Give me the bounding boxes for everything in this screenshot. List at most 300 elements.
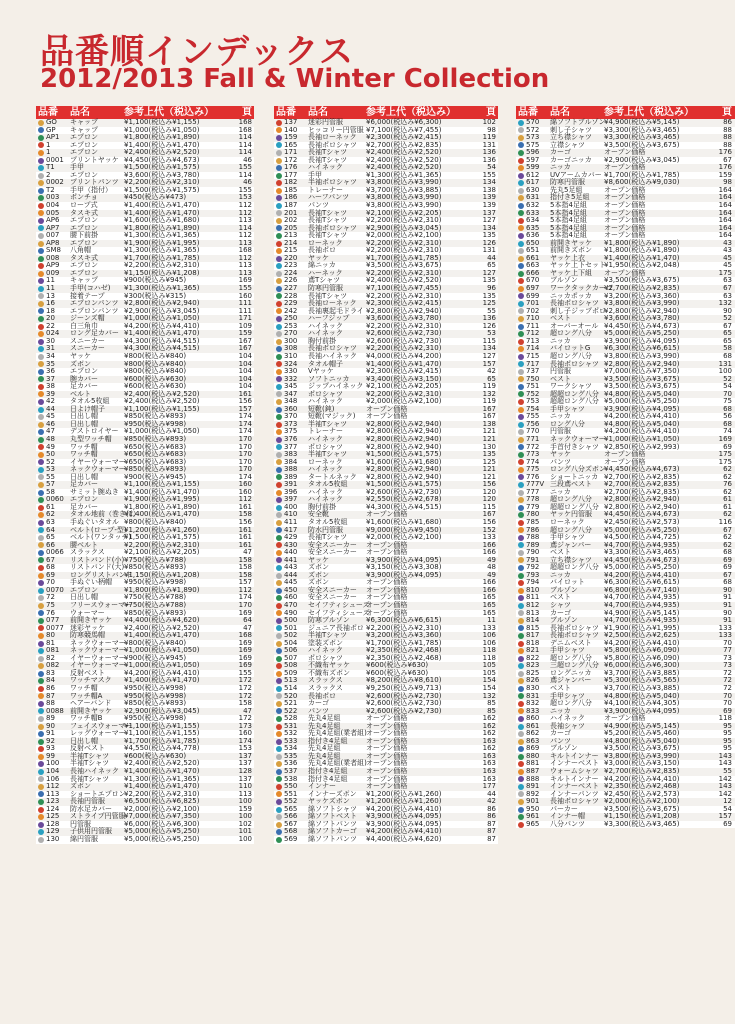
color-dot-icon <box>38 776 44 782</box>
price: ¥2,200(税込み¥2,310) <box>366 321 442 330</box>
item-name: レッグウォーマー <box>70 729 126 738</box>
color-dot-icon <box>276 180 282 186</box>
page-number: 62 <box>723 472 732 481</box>
part-number-text: 881 <box>526 759 540 768</box>
part-number-text: 772 <box>526 442 540 451</box>
item-name: スラックス <box>308 684 343 693</box>
item-name: インナー <box>308 782 336 791</box>
page-number: 155 <box>238 185 252 194</box>
price: ¥1,000(税込み¥1,050) <box>124 427 200 436</box>
price: ¥750(税込み¥788) <box>124 555 187 564</box>
part-number <box>36 836 70 844</box>
part-number-text: 965 <box>526 819 540 828</box>
color-dot-icon <box>38 459 44 465</box>
color-dot-icon <box>276 150 282 156</box>
item-name: スニーカー <box>70 336 105 345</box>
page-number: 157 <box>718 812 732 821</box>
item-name: 指付き4足組 <box>308 767 348 776</box>
price: ¥3,500(税込み¥3,675) <box>604 744 680 753</box>
item-name: 長袖Tシャツ <box>308 155 348 164</box>
color-dot-icon <box>518 225 524 231</box>
price: オープン価格 <box>366 767 408 776</box>
color-dot-icon <box>518 173 524 179</box>
item-name: 円管服 <box>550 427 571 436</box>
color-dot-icon <box>276 588 282 594</box>
price: オープン価格 <box>366 578 408 587</box>
color-dot-icon <box>276 301 282 307</box>
item-name: 腰下前掛 <box>70 231 98 240</box>
item-name: ブルゾン <box>550 616 578 625</box>
item-name: ヒッコリー円管服 <box>308 125 364 134</box>
item-name: ウォーマー <box>70 608 105 617</box>
color-dot-icon <box>38 263 44 269</box>
color-dot-icon <box>518 739 524 745</box>
item-name: エプロンパンツ <box>70 306 119 315</box>
part-number-text: 756 <box>526 419 540 428</box>
page-number: 169 <box>238 646 252 655</box>
part-number-text: 129 <box>46 827 60 836</box>
color-dot-icon <box>38 422 44 428</box>
item-name: 超超ロング八分 <box>550 502 599 511</box>
item-name: ネックウォーマー <box>550 434 606 443</box>
part-number-text: 810 <box>526 585 540 594</box>
price: ¥2,800(税込み¥2,940) <box>604 359 680 368</box>
part-number-text: 901 <box>526 797 540 806</box>
item-name: デストロイヤー <box>70 427 119 436</box>
page-number: 65 <box>487 261 496 270</box>
part-number-text: 201 <box>284 208 298 217</box>
part-number-text: 551 <box>284 789 298 798</box>
color-dot-icon <box>518 241 524 247</box>
part-number-text: 80 <box>46 631 55 640</box>
price: ¥2,200(税込み¥2,310) <box>124 178 200 187</box>
page-number: 172 <box>238 691 252 700</box>
price: オープン価格 <box>604 268 646 277</box>
part-number-text: 568 <box>284 827 298 836</box>
part-number-text: 869 <box>526 744 540 753</box>
color-dot-icon <box>518 633 524 639</box>
color-dot-icon <box>518 414 524 420</box>
part-number-text: 140 <box>284 125 298 134</box>
color-dot-icon <box>518 271 524 277</box>
item-name: ポロシャツ <box>308 442 343 451</box>
item-name: エプロン <box>70 367 98 376</box>
item-name: 短靴(鈍) <box>308 404 335 413</box>
color-dot-icon <box>38 686 44 692</box>
price: ¥6,300(税込み¥6,615) <box>604 344 680 353</box>
price: ¥2,400(税込み¥2,520) <box>366 148 442 157</box>
item-name: イヤーウォーマー <box>70 457 126 466</box>
page-title: 品番順インデックス <box>40 32 354 72</box>
part-number-text: 024 <box>46 329 60 338</box>
price: ¥1,200(税込み¥1,260) <box>366 789 442 798</box>
item-name: カーゴ <box>550 148 571 157</box>
item-name: 長袖ローネック <box>308 133 357 142</box>
price: ¥5,000(税込み¥5,250) <box>124 827 200 836</box>
price: ¥6,800(税込み¥7,140) <box>604 585 680 594</box>
price: ¥800(税込み¥840) <box>124 359 187 368</box>
page-number: 111 <box>238 299 252 308</box>
part-number-text: 330 <box>284 367 298 376</box>
color-dot-icon <box>518 203 524 209</box>
price: ¥3,000(税込み¥3,150) <box>604 759 680 768</box>
page-number: 105 <box>482 668 496 677</box>
part-number-text: 13 <box>46 291 55 300</box>
item-name: ヤッケ <box>308 555 329 564</box>
page-number: 87 <box>487 827 496 836</box>
item-name: 足カバー <box>70 382 98 391</box>
color-dot-icon <box>276 407 282 413</box>
color-dot-icon <box>518 807 524 813</box>
part-number-text: 777 <box>526 487 540 496</box>
page-number: 45 <box>723 261 732 270</box>
color-dot-icon <box>276 678 282 684</box>
page-number: 77 <box>723 646 732 655</box>
item-name: ニッカ <box>550 570 571 579</box>
item-name: ヤッケ <box>308 253 329 262</box>
part-number-text: 360 <box>284 404 298 413</box>
item-name: 超ロング八分 <box>550 351 592 360</box>
color-dot-icon <box>276 739 282 745</box>
price: ¥6,000(税込み¥6,300) <box>124 819 200 828</box>
part-number-text: 377 <box>284 442 298 451</box>
color-dot-icon <box>518 150 524 156</box>
part-number-text: 137 <box>284 118 298 126</box>
item-name: タオル帽子 <box>308 359 343 368</box>
page-number: 47 <box>243 623 252 632</box>
part-number-text: 125 <box>46 812 60 821</box>
page-number: 65 <box>723 329 732 338</box>
part-number-text: 389 <box>284 472 298 481</box>
color-dot-icon <box>518 120 524 126</box>
item-name: 半袖ポロシャツ <box>308 178 357 187</box>
item-name: スラックス <box>308 676 343 685</box>
part-number-text: 44 <box>46 404 55 413</box>
price: ¥2,000(税込み¥2,100) <box>366 397 442 406</box>
price: ¥2,850(税込み¥2,993) <box>604 442 680 451</box>
page-number: 118 <box>482 653 496 662</box>
part-number-text: 310 <box>284 351 298 360</box>
price: ¥4,900(税込み¥5,145) <box>604 608 680 617</box>
page-number: 163 <box>482 751 496 760</box>
item-name: 手甲 <box>70 163 84 172</box>
color-dot-icon <box>276 641 282 647</box>
page-number: 68 <box>723 351 732 360</box>
page-number: 48 <box>487 563 496 572</box>
item-name: ローネック <box>308 238 343 247</box>
price: ¥4,200(税込み¥4,410) <box>604 774 680 783</box>
price: ¥4,900(税込み¥5,145) <box>604 118 680 126</box>
part-number-text: 0002 <box>46 178 64 187</box>
color-dot-icon <box>38 361 44 367</box>
item-name: 5本指4足組 <box>550 223 587 232</box>
item-name: ハイネック <box>308 495 343 504</box>
item-name: 手甲シャツ <box>550 691 585 700</box>
page-number: 156 <box>238 517 252 526</box>
part-number-text: 187 <box>284 201 298 210</box>
color-dot-icon <box>276 474 282 480</box>
item-name: 長袖ポロシャツ <box>550 359 599 368</box>
table-row <box>274 836 498 844</box>
color-dot-icon <box>518 663 524 669</box>
page-number: 87 <box>487 834 496 843</box>
page-number: 155 <box>482 170 496 179</box>
price: オープン価格 <box>604 193 646 202</box>
page-number: 85 <box>487 706 496 715</box>
price: ¥2,300(税込み¥2,415) <box>366 133 442 142</box>
color-dot-icon <box>38 376 44 382</box>
item-name: 鳶ジャンパー <box>550 540 592 549</box>
item-name: 綿ニッカ <box>308 261 336 270</box>
page-number: 161 <box>238 389 252 398</box>
part-number-text: 791 <box>526 555 540 564</box>
page-number: 53 <box>487 329 496 338</box>
part-number-text: 214 <box>284 238 298 247</box>
part-number-text: 92 <box>46 736 55 745</box>
color-dot-icon <box>38 641 44 647</box>
price: ¥1,700(税込み¥1,785) <box>124 736 200 745</box>
page-number: 161 <box>238 540 252 549</box>
header-item-name: 品名 <box>70 107 90 118</box>
part-number-text: 008 <box>46 253 60 262</box>
item-name: ブルゾン <box>550 585 578 594</box>
item-name: タオル5枚組 <box>308 517 348 526</box>
color-dot-icon <box>518 580 524 586</box>
page-number: 74 <box>723 427 732 436</box>
item-name: イヤーウォーマー <box>70 661 126 670</box>
price: ¥3,800(税込み¥3,990) <box>604 751 680 760</box>
part-number-text: 444 <box>284 570 298 579</box>
page-number: 137 <box>482 208 496 217</box>
page-number: 133 <box>718 623 732 632</box>
price: ¥2,900(税込み¥3,045) <box>604 155 680 164</box>
part-number-text: AP7 <box>46 223 60 232</box>
page-number: 70 <box>723 699 732 708</box>
color-dot-icon <box>518 550 524 556</box>
item-name: ヤッケ上下組 <box>550 268 592 277</box>
item-name: 安全スニーカー <box>308 585 357 594</box>
page-number: 164 <box>718 208 732 217</box>
color-dot-icon <box>276 535 282 541</box>
part-number-text: 52 <box>46 457 55 466</box>
color-dot-icon <box>518 754 524 760</box>
page-number: 162 <box>482 744 496 753</box>
price: ¥2,400(税込み¥2,520) <box>124 389 200 398</box>
item-name: 刺し子ジップポロ <box>550 306 606 315</box>
item-name: ワッチ帽 <box>70 684 98 693</box>
item-name: ヤッケ <box>70 351 91 360</box>
page-number: 69 <box>723 819 732 828</box>
color-dot-icon <box>518 331 524 337</box>
price: オープン価格 <box>366 412 408 421</box>
price: ¥2,900(税込み¥3,045) <box>366 223 442 232</box>
part-number-text: 778 <box>526 495 540 504</box>
price: ¥800(税込み¥840) <box>124 351 187 360</box>
color-dot-icon <box>38 165 44 171</box>
item-name: 長袖円管服 <box>70 797 105 806</box>
part-number-text: GP <box>46 125 56 134</box>
item-name: ロングリストバンド <box>70 570 133 579</box>
page-number: 63 <box>723 291 732 300</box>
page-number: 55 <box>723 767 732 776</box>
color-dot-icon <box>276 807 282 813</box>
page-number: 56 <box>723 412 732 421</box>
item-name: サミット腕ぬき <box>70 487 119 496</box>
page-number: 175 <box>718 450 732 459</box>
part-number-text: 004 <box>46 201 60 210</box>
color-dot-icon <box>518 278 524 284</box>
page-number: 67 <box>723 570 732 579</box>
item-name: エプロン <box>70 223 98 232</box>
index-table-2 <box>274 106 498 844</box>
color-dot-icon <box>518 286 524 292</box>
item-name: イヤーウォーマー <box>70 653 126 662</box>
part-number-text: 68 <box>46 563 55 572</box>
price: ¥4,800(税込み¥5,040) <box>604 691 680 700</box>
color-dot-icon <box>38 799 44 805</box>
page-number: 62 <box>723 510 732 519</box>
item-name: 刺し子シャツ <box>550 125 592 134</box>
page-number: 64 <box>243 616 252 625</box>
page-number: 73 <box>723 661 732 670</box>
color-dot-icon <box>276 595 282 601</box>
color-dot-icon <box>518 316 524 322</box>
color-dot-icon <box>38 754 44 760</box>
item-name: エプロンパンツ <box>70 299 119 308</box>
page-number: 127 <box>482 351 496 360</box>
page-number: 87 <box>487 819 496 828</box>
price: ¥3,700(税込み¥3,885) <box>604 668 680 677</box>
page-number: 164 <box>718 193 732 202</box>
item-name: 5本指4足組 <box>550 216 587 225</box>
color-dot-icon <box>38 293 44 299</box>
item-name: 手ぬぐい柄帽 <box>70 578 112 587</box>
price: ¥3,900(税込み¥4,095) <box>366 555 442 564</box>
price: ¥2,600(税込み¥2,730) <box>366 699 442 708</box>
price: ¥2,600(税込み¥2,730) <box>366 487 442 496</box>
part-number-text: 880 <box>526 751 540 760</box>
page-number: 134 <box>482 223 496 232</box>
price: ¥2,700(税込み¥2,835) <box>366 140 442 149</box>
item-name: 長袖裏起毛ドライ <box>308 306 364 315</box>
price: ¥1,100(税込み¥1,155) <box>124 729 200 738</box>
color-dot-icon <box>38 248 44 254</box>
page-number: 170 <box>238 442 252 451</box>
item-name: 塗装ズボン <box>308 638 343 647</box>
part-number-text: 007 <box>46 231 60 240</box>
part-number-text: 470 <box>284 601 298 609</box>
part-number-text: 48 <box>46 434 55 443</box>
color-dot-icon <box>518 308 524 314</box>
price: ¥2,450(税込み¥2,573) <box>604 789 680 798</box>
item-name: エプロン <box>70 133 98 142</box>
page-number: 132 <box>482 389 496 398</box>
part-number-text: 552 <box>284 797 298 806</box>
price: ¥2,000(税込み¥2,100) <box>366 533 442 542</box>
item-name: ズボン <box>70 359 91 368</box>
item-name: ハイネック <box>308 465 343 474</box>
item-name: 長袖Tシャツ <box>308 231 348 240</box>
color-dot-icon <box>276 663 282 669</box>
price: ¥950(税込み¥998) <box>124 691 187 700</box>
color-dot-icon <box>276 776 282 782</box>
price: ¥950(税込み¥998) <box>124 578 187 587</box>
page-number: 143 <box>718 751 732 760</box>
price: ¥3,500(税込み¥3,675) <box>604 140 680 149</box>
color-dot-icon <box>38 663 44 669</box>
page-number: 121 <box>482 434 496 443</box>
item-name: 前開きヤッケ <box>70 616 112 625</box>
price: ¥750(税込み¥788) <box>124 601 187 609</box>
price: ¥3,500(税込み¥3,675) <box>604 276 680 285</box>
part-number-text: 701 <box>526 299 540 308</box>
price: ¥1,150(税込み¥1,208) <box>124 570 200 579</box>
part-number-text: 67 <box>46 555 55 564</box>
part-number <box>516 821 550 829</box>
price: ¥2,400(税込み¥2,520) <box>366 163 442 172</box>
color-dot-icon <box>276 633 282 639</box>
part-number-text: 785 <box>526 517 540 526</box>
part-number-text: 91 <box>46 729 55 738</box>
item-name: 接着テープ <box>70 291 105 300</box>
price: ¥2,200(税込み¥2,310) <box>366 238 442 247</box>
page-number: 55 <box>487 306 496 315</box>
item-name: ハーフパンツ <box>308 193 350 202</box>
price: ¥2,000(税込み¥2,100) <box>604 797 680 806</box>
part-number <box>274 836 308 844</box>
part-number-text: 815 <box>526 623 540 632</box>
part-number-text: 70 <box>46 578 55 587</box>
color-dot-icon <box>276 746 282 752</box>
price: ¥2,200(税込み¥2,310) <box>366 389 442 398</box>
color-dot-icon <box>276 127 282 133</box>
item-name: シャツ <box>550 601 571 609</box>
page-number: 169 <box>238 276 252 285</box>
part-number-text: 429 <box>284 533 298 542</box>
color-dot-icon <box>276 195 282 201</box>
color-dot-icon <box>38 331 44 337</box>
page-number: 134 <box>482 344 496 353</box>
item-name: 綿ソフトカーゴ <box>308 827 357 836</box>
page-number: 169 <box>718 434 732 443</box>
item-name: ジップハイネック <box>308 382 364 391</box>
item-name: ウォームシャツ <box>550 767 599 776</box>
page-number: 164 <box>718 185 732 194</box>
page-number: 159 <box>238 804 252 813</box>
page-number: 112 <box>238 495 252 504</box>
part-number-text: 2 <box>46 170 51 179</box>
page-number: 134 <box>482 178 496 187</box>
item-name: 長袖ポロシャツ <box>550 797 599 806</box>
color-dot-icon <box>276 497 282 503</box>
price: ¥1,150(税込み¥1,208) <box>124 268 200 277</box>
item-name: ソフトニッカ <box>308 374 350 383</box>
price: ¥3,300(税込み¥3,465) <box>604 133 680 142</box>
page-number: 118 <box>482 646 496 655</box>
color-dot-icon <box>276 316 282 322</box>
part-number-text: 697 <box>526 284 540 293</box>
part-number-text: 373 <box>284 419 298 428</box>
color-dot-icon <box>276 278 282 284</box>
item-name: 安全スニーカー <box>308 548 357 557</box>
item-name: 防水円管服 <box>308 525 343 534</box>
part-number <box>36 134 70 142</box>
page-number: 168 <box>238 246 252 255</box>
color-dot-icon <box>38 384 44 390</box>
color-dot-icon <box>518 505 524 511</box>
part-number-text: 75 <box>46 601 55 609</box>
part-number-text: 599 <box>526 163 540 172</box>
